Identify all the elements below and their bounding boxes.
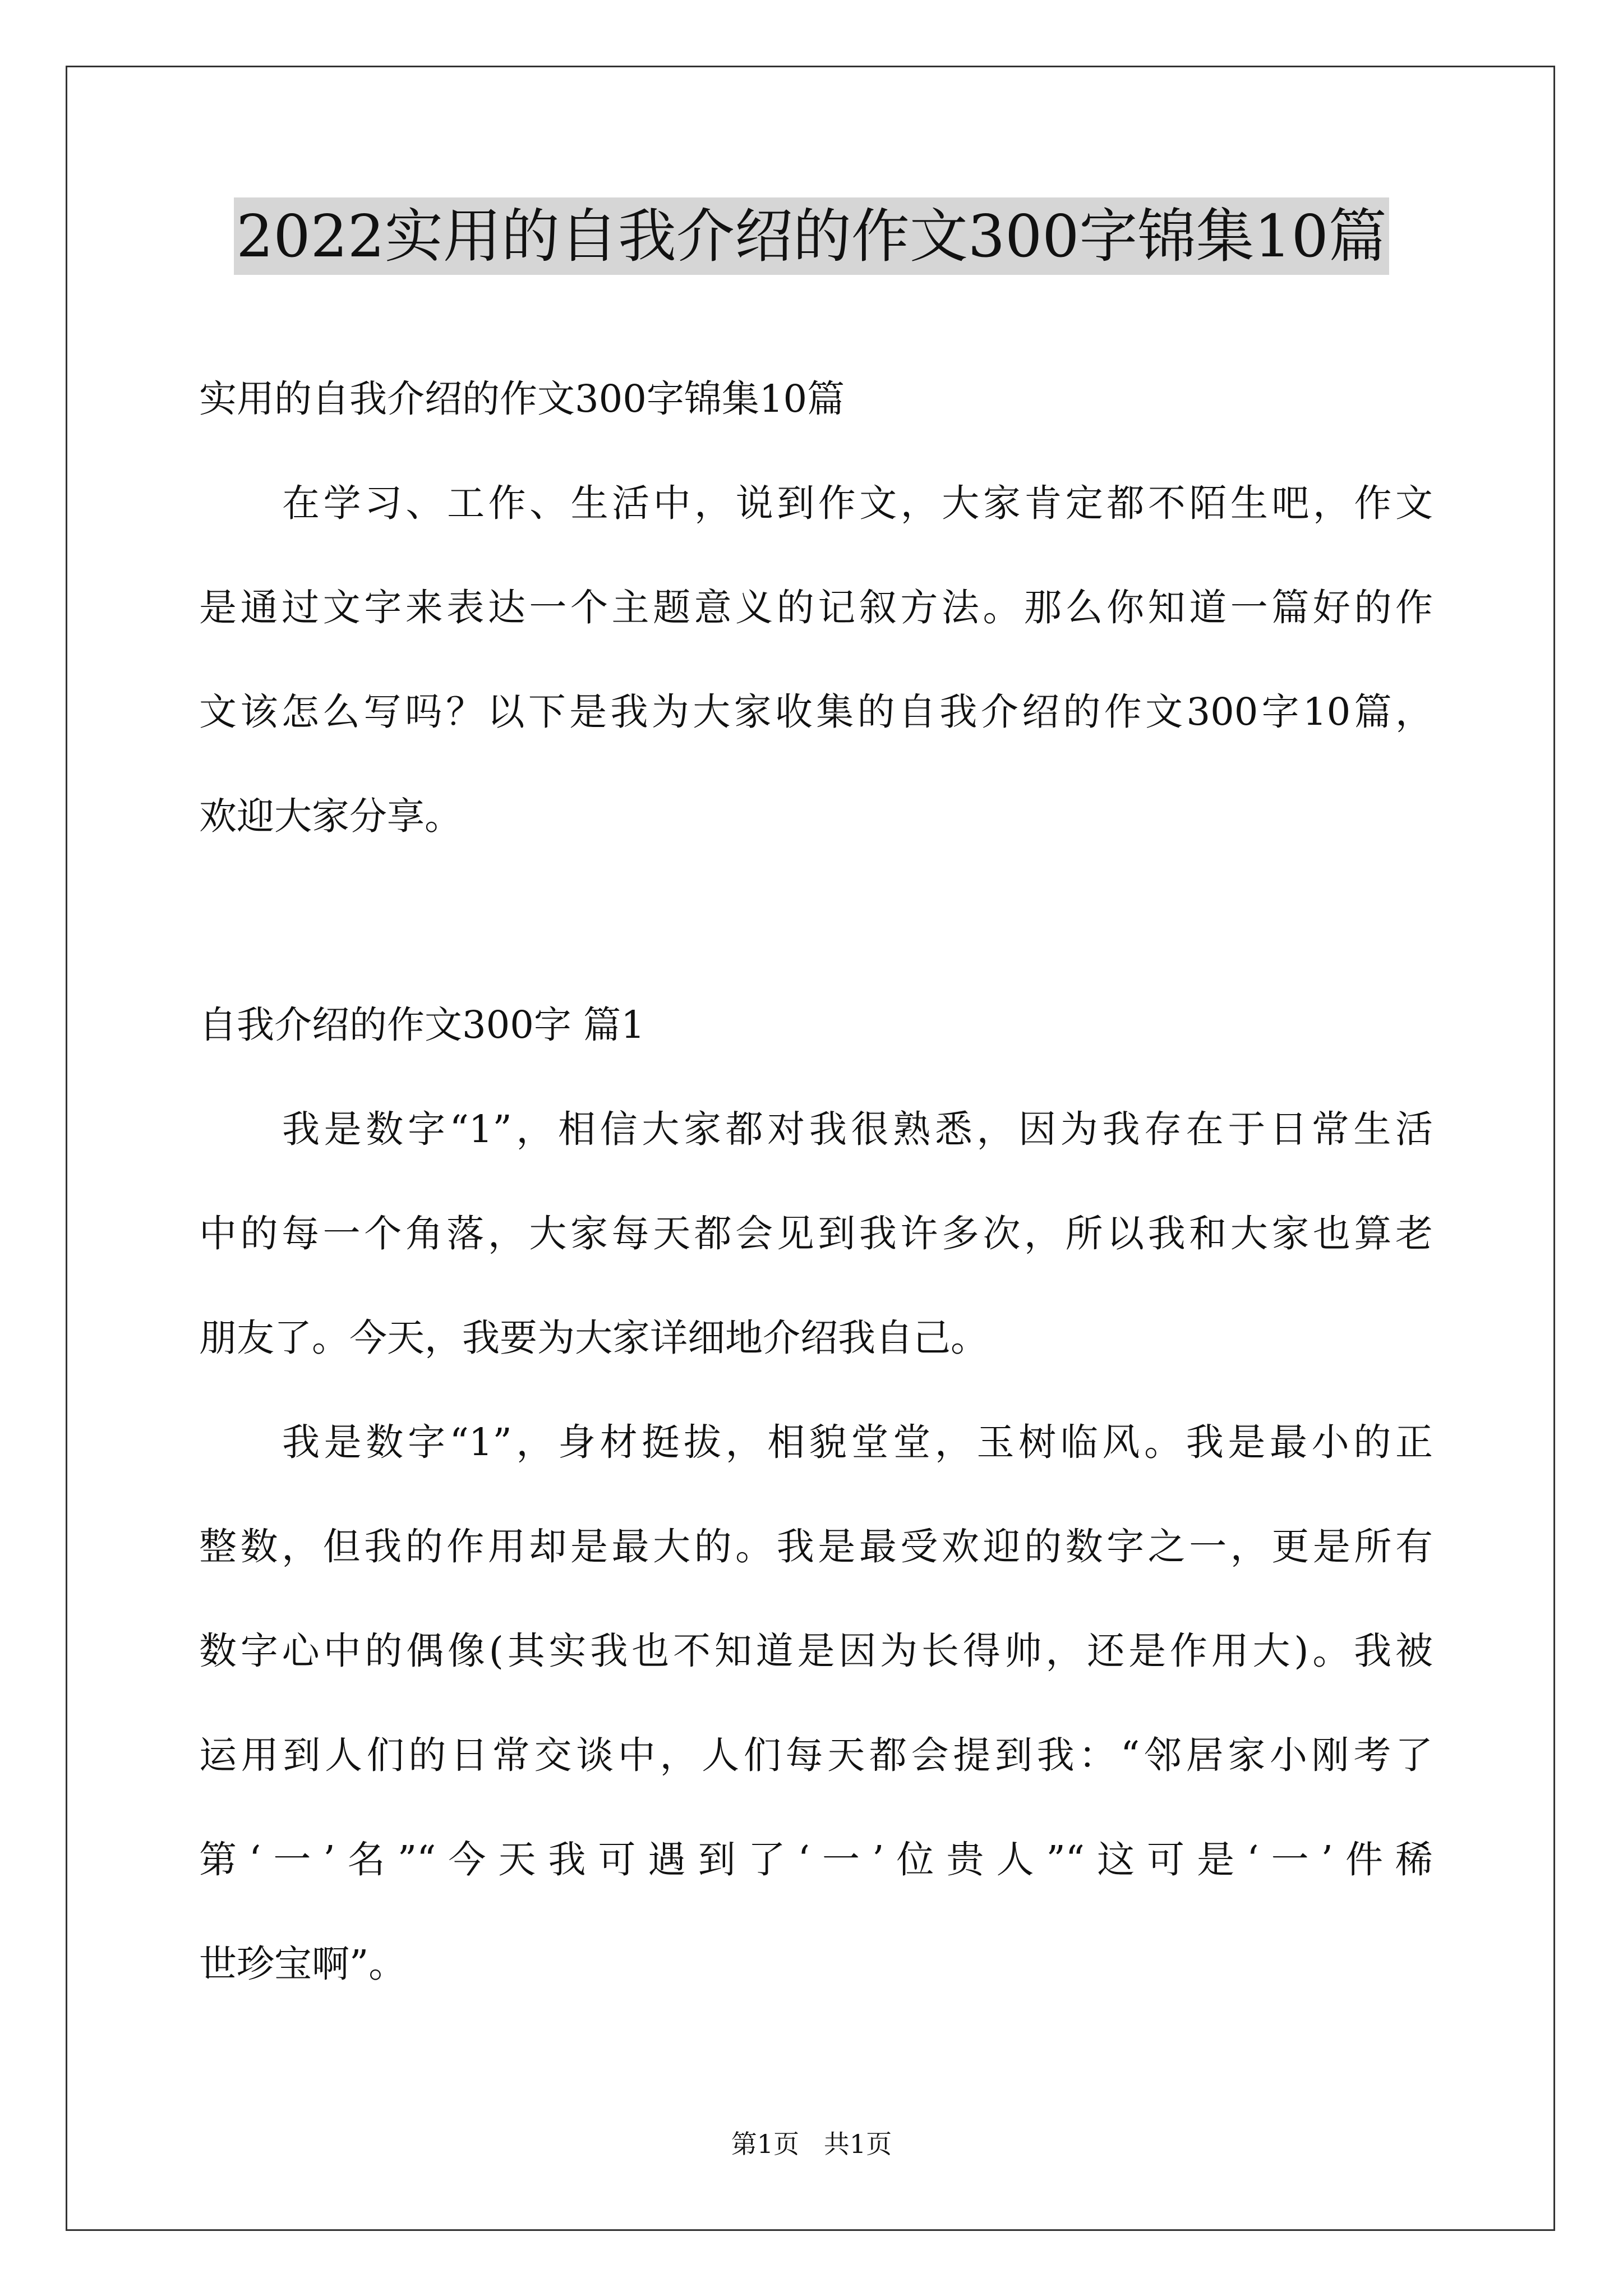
page-footer: 第1页 共1页 (731, 2129, 892, 2159)
blank-line (199, 868, 1433, 973)
paragraph-line: 中的每一个角落，大家每天都会见到我许多次，所以我和大家也算老 (199, 1212, 1433, 1255)
paragraph-line: 世珍宝啊”。 (199, 1942, 407, 1986)
intro-line: 文该怎么写吗？以下是我为大家收集的自我介绍的作文300字10篇， (199, 690, 1433, 734)
paragraph-line: 运用到人们的日常交谈中，人们每天都会提到我：“邻居家小刚考了 (199, 1733, 1433, 1777)
intro-line: 是通过文字来表达一个主题意义的记叙方法。那么你知道一篇好的作 (199, 586, 1433, 629)
paragraph-line: 数字心中的偶像(其实我也不知道是因为长得帅，还是作用大)。我被 (199, 1629, 1433, 1673)
title-wrap (0, 197, 1623, 275)
paragraph-line: 整数，但我的作用却是最大的。我是最受欢迎的数字之一，更是所有 (199, 1525, 1433, 1568)
paragraph-line: 朋友了。今天，我要为大家详细地介绍我自己。 (199, 1316, 988, 1360)
paragraph-line: 我是数字“1”，相信大家都对我很熟悉，因为我存在于日常生活 (282, 1107, 1433, 1151)
document-title: 2022实用的自我介绍的作文300字锦集10篇 (234, 197, 1389, 275)
document-body (199, 347, 1433, 2016)
intro-line: 在学习、工作、生活中，说到作文，大家肯定都不陌生吧，作文 (282, 481, 1433, 525)
paragraph-line: 第‘一’名”“今天我可遇到了‘一’位贵人”“这可是‘一’件稀 (199, 1838, 1433, 1881)
paragraph-line: 我是数字“1”，身材挺拔，相貌堂堂，玉树临风。我是最小的正 (282, 1420, 1433, 1464)
subtitle: 实用的自我介绍的作文300字锦集10篇 (199, 377, 845, 421)
intro-line: 欢迎大家分享。 (199, 794, 462, 838)
section-heading: 自我介绍的作文300字 篇1 (199, 1003, 645, 1047)
